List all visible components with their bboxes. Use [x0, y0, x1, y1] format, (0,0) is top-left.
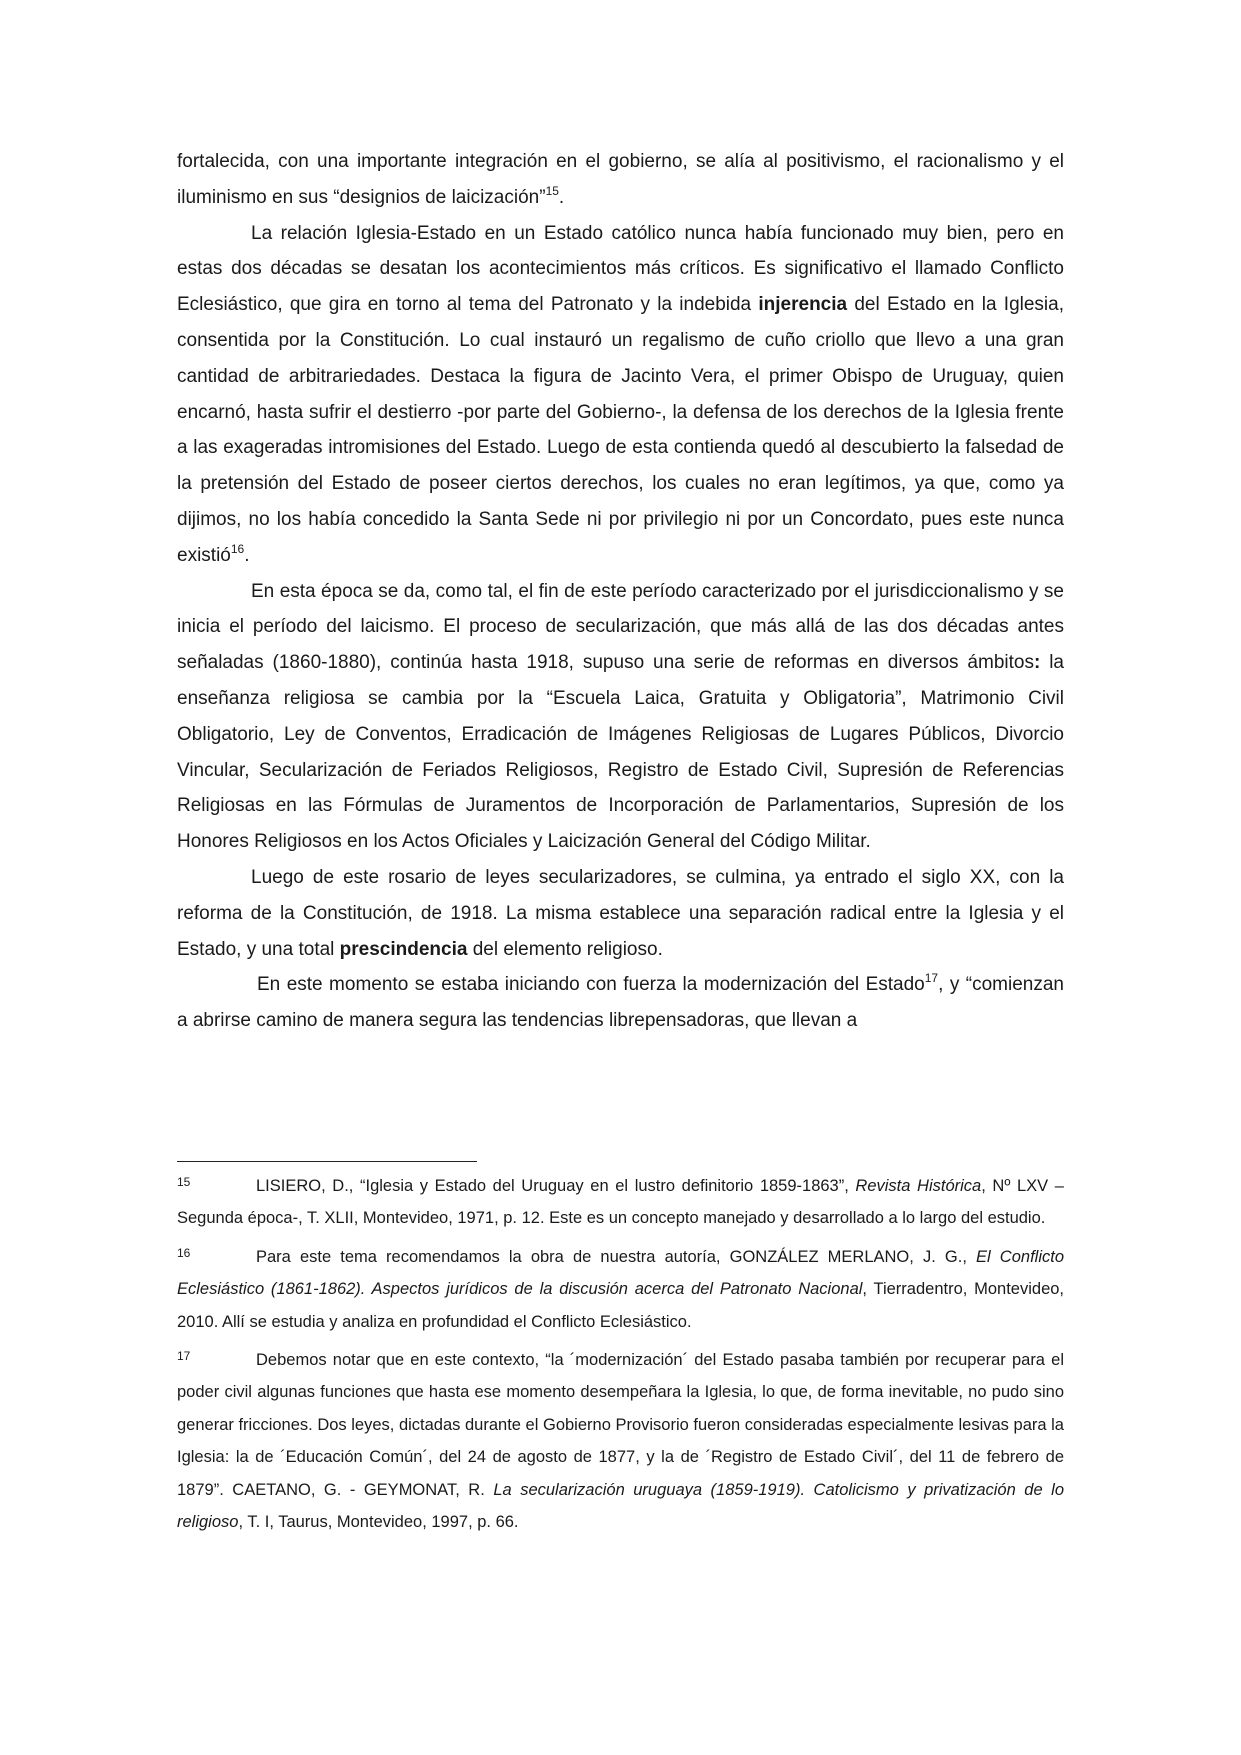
text-run: LISIERO, D., “Iglesia y Estado del Uruguay en el lustro definitorio 1859-1863”,	[256, 1177, 856, 1195]
footnote: 15 LISIERO, D., “Iglesia y Estado del Uruguay en el lustro definitorio 1859-1863”, Revista Histórica, Nº LXV –Segunda época-, T. XLII, Montevideo, 1971, p. 12. Este es un concepto manejado y desarrollado a lo largo del estudio.	[177, 1175, 1064, 1228]
body-text	[177, 144, 1064, 1039]
text-run: Debemos notar que en este contexto, “la ´modernización´ del Estado pasaba también por recuperar para el poder civil algunas funciones que hasta ese momento desempeñara la Iglesia, lo que, de forma inevitable, no pudo sino generar fricciones. Dos leyes, dictadas durante el Gobierno Provisorio fueron consideradas especialmente lesivas para la Iglesia: la de ´Educación Común´, del 24 de agosto de 1877, y la de ´Registro de Estado Civil´, del 11 de febrero de 1879”. CAETANO, G. - GEYMONAT, R.	[177, 1351, 1064, 1499]
footnote-reference: 17	[924, 971, 939, 986]
body-paragraph	[177, 216, 1064, 574]
text-run: , Tierradentro, Montevideo, 2010. Allí se estudia y analiza en profundidad el Conflicto Eclesiástico.	[177, 1280, 1065, 1331]
footnote: 17 Debemos notar que en este contexto, “la ´modernización´ del Estado pasaba también por recuperar para el poder civil algunas funciones que hasta ese momento desempeñara la Iglesia, lo que, de forma inevitable, no pudo sino generar fricciones. Dos leyes, dictadas durante el Gobierno Provisorio fueron consideradas especialmente lesivas para la Iglesia: la de ´Educación Común´, del 24 de agosto de 1877, y la de ´Registro de Estado Civil´, del 11 de febrero de 1879”. CAETANO, G. - GEYMONAT, R. La secularización uruguaya (1859-1919). Catolicismo y privatización de lo religioso, T. I, Taurus, Montevideo, 1997, p. 66.	[177, 1349, 1064, 1532]
bold-text: :	[1033, 652, 1041, 674]
body-paragraph	[177, 860, 1064, 967]
text-run: Para este tema recomendamos la obra de nuestra autoría, GONZÁLEZ MERLANO, J. G.,	[256, 1247, 977, 1266]
text-run: En este momento se estaba iniciando con fuerza la modernización del Estado	[257, 974, 925, 996]
text-run: , T. I, Taurus, Montevideo, 1997, p. 66.	[238, 1513, 519, 1532]
text-run: Luego de este rosario de leyes secularizadores, se culmina, ya entrado el siglo XX, con la reforma de la Constitución, de 1918. La misma establece una separación radical entre la Iglesia y el Estado, y una total	[177, 866, 1064, 960]
text-run: La relación Iglesia-Estado en un Estado católico nunca había funcionado muy bien, pero en estas dos décadas se desatan los acontecimientos más críticos. Es significativo el llamado Conflicto Eclesiástico, que gira en torno al tema del Patronato y la indebida	[177, 222, 1064, 316]
text-run: En esta época se da, como tal, el fin de este período caracterizado por el jurisdiccionalismo y se inicia el período del laicismo. El proceso de secularización, que más allá de las dos décadas antes señaladas (1860-1880), continúa hasta 1918, supuso una serie de reformas en diversos ámbitos	[177, 580, 1064, 674]
text-run: .	[244, 544, 250, 566]
text-run: del Estado en la Iglesia, consentida por la Constitución. Lo cual instauró un regalismo de cuño criollo que llevo a una gran cantidad de arbitrariedades. Destaca la figura de Jacinto Vera, el primer Obispo de Uruguay, quien encarnó, hasta sufrir el destierro -por parte del Gobierno-, la defensa de los derechos de la Iglesia frente a las exageradas intromisiones del Estado. Luego de esta contienda quedó al descubierto la falsedad de la pretensión del Estado de poseer ciertos derechos, los cuales no eran legítimos, ya que, como ya dijimos, no los había concedido la Santa Sede ni por privilegio ni por un Concordato, pues este nunca existió	[177, 294, 1064, 566]
bold-text: injerencia	[758, 294, 848, 316]
text-run: , y “comienzan a abrirse camino de manera segura las tendencias librepensadoras, que llevan a	[177, 974, 1065, 1032]
footnote-reference: 16	[230, 541, 245, 556]
text-run: del elemento religioso.	[467, 938, 663, 960]
footnote-separator	[177, 1161, 477, 1162]
footnotes	[177, 1170, 1064, 1544]
text-run: fortalecida, con una importante integración en el gobierno, se alía al positivismo, el racionalismo y el iluminismo en sus “designios de laicización”	[177, 151, 1064, 208]
text-run: , Nº LXV –Segunda época-, T. XLII, Montevideo, 1971, p. 12. Este es un concepto manejado y desarrollado a lo largo del estudio.	[177, 1177, 1064, 1228]
italic-text: El Conflicto Eclesiástico (1861-1862). Aspectos jurídicos de la discusión acerca del Patronato Nacional	[177, 1247, 1064, 1299]
italic-text: La secularización uruguaya (1859-1919). Catolicismo y privatización de lo religioso	[177, 1480, 1064, 1532]
body-paragraph	[177, 144, 1064, 216]
bold-text: prescindencia	[339, 938, 468, 960]
footnote-reference: 15	[545, 183, 559, 198]
body-paragraph	[177, 967, 1064, 1039]
text-run: .	[558, 186, 565, 208]
body-paragraph	[177, 574, 1064, 860]
italic-text: Revista Histórica	[855, 1177, 982, 1195]
footnote: 16 Para este tema recomendamos la obra de nuestra autoría, GONZÁLEZ MERLANO, J. G., El Conflicto Eclesiástico (1861-1862). Aspectos jurídicos de la discusión acerca del Patronato Nacional, Tierradentro, Montevideo, 2010. Allí se estudia y analiza en profundidad el Conflicto Eclesiástico.	[177, 1245, 1065, 1331]
text-run: la enseñanza religiosa se cambia por la “Escuela Laica, Gratuita y Obligatoria”, Matrimonio Civil Obligatorio, Ley de Conventos, Erradicación de Imágenes Religiosas de Lugares Públicos, Divorcio Vincular, Secularización de Feriados Religiosos, Registro de Estado Civil, Supresión de Referencias Religiosas en las Fórmulas de Juramentos de Incorporación de Parlamentarios, Supresión de los Honores Religiosos en los Actos Oficiales y Laicización General del Código Militar.	[177, 652, 1064, 853]
